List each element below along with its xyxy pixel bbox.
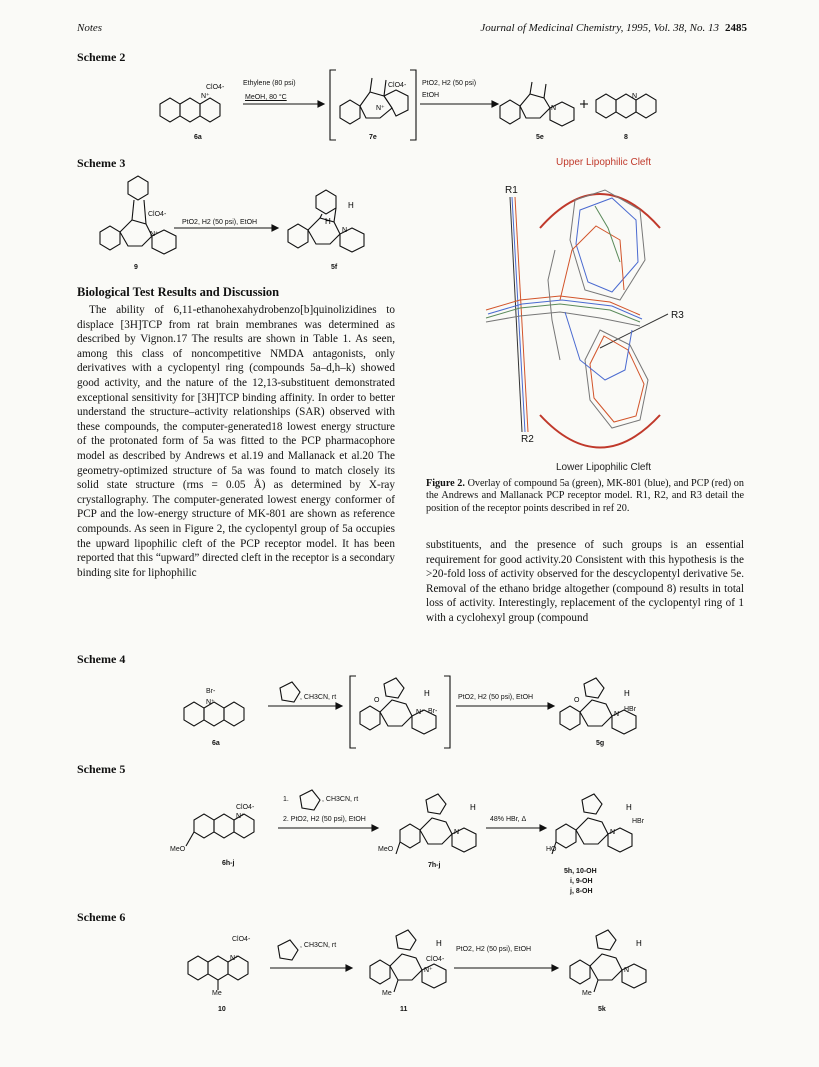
body-paragraph-right: substituents, and the presence of such groups is an essential requirement for good activity.20 Consistent with this hypothesis is the >20-fold loss of activity observed for the descyclopentyl derivative 5e. Removal of the ethano bridge altogether (compound 8) results in total loss of activity. Interestingly, replacement of the cyclopentyl ring of 1 with a cyclohexyl group (compound	[426, 539, 744, 624]
svg-text:N: N	[342, 227, 348, 234]
svg-text:N⁺: N⁺	[416, 709, 425, 716]
scheme-4-salt: HBr	[624, 706, 637, 713]
svg-text:O: O	[374, 697, 380, 704]
svg-text:N⁺: N⁺	[201, 93, 210, 100]
svg-text:H: H	[436, 939, 442, 948]
scheme-4-condition-2: PtO2, H2 (50 psi), EtOH	[458, 694, 534, 701]
scheme-4-counterion-b: Br-	[428, 708, 438, 715]
scheme-5-label: Scheme 5	[77, 762, 126, 776]
svg-text:O: O	[574, 697, 580, 704]
svg-text:H: H	[424, 689, 430, 698]
compound-5e-label: 5e	[536, 134, 544, 141]
figure-2-r2-label: R2	[521, 434, 534, 445]
figure-2-upper-label: Upper Lipophilic Cleft	[556, 157, 652, 168]
svg-text:N: N	[624, 967, 630, 974]
svg-text:H: H	[325, 217, 331, 226]
scheme-6-counterion-b: ClO4-	[426, 956, 445, 963]
svg-text:N⁺: N⁺	[150, 231, 159, 238]
product-5i-label: i, 9-OH	[570, 878, 593, 885]
svg-text:H: H	[626, 803, 632, 812]
compound-7e-label: 7e	[369, 134, 377, 141]
compound-9-label: 9	[134, 264, 138, 271]
scheme-3-condition: PtO2, H2 (50 psi), EtOH	[182, 219, 258, 226]
scheme-6-counterion-a: ClO4-	[232, 936, 251, 943]
svg-text:H: H	[348, 201, 354, 210]
scheme-6-methyl-b: Me	[382, 990, 392, 997]
scheme-6-label: Scheme 6	[77, 910, 126, 924]
scheme-2-counterion-a: ClO4-	[206, 84, 225, 91]
scheme-5-step-1-condition: , CH3CN, rt	[322, 796, 359, 803]
svg-text:N⁺: N⁺	[236, 813, 245, 820]
scheme-3-label: Scheme 3	[77, 156, 126, 170]
svg-text:N: N	[632, 93, 638, 100]
compound-5k-label: 5k	[598, 1006, 606, 1013]
scheme-5-hydroxy: HO	[546, 846, 557, 853]
compound-6a-label: 6a	[194, 134, 202, 141]
compound-10-label: 10	[218, 1006, 226, 1013]
compound-6a-label-scheme4: 6a	[212, 740, 220, 747]
scheme-5-step-1-number: 1.	[283, 796, 289, 803]
svg-text:N: N	[551, 105, 557, 112]
scheme-6-methyl-a: Me	[212, 990, 222, 997]
scheme-4-counterion-a: Br-	[206, 688, 216, 695]
scheme-2-condition-1-top: Ethylene (80 psi)	[243, 80, 296, 87]
svg-text:N: N	[454, 829, 460, 836]
svg-text:N⁺: N⁺	[230, 955, 239, 962]
product-5h-label: 5h, 10-OH	[564, 868, 597, 875]
svg-text:H: H	[636, 939, 642, 948]
compound-6h-j-label: 6h-j	[222, 860, 235, 867]
svg-text:N⁺: N⁺	[376, 105, 385, 112]
product-5j-label: j, 8-OH	[570, 888, 593, 895]
scheme-3-counterion: ClO4-	[148, 211, 167, 218]
figure-2-lower-label: Lower Lipophilic Cleft	[556, 462, 652, 473]
scheme-2-label: Scheme 2	[77, 50, 126, 64]
scheme-2-condition-2-bottom: EtOH	[422, 92, 440, 99]
figure-2-caption-label: Figure 2.	[426, 478, 465, 489]
compound-7h-j-label: 7h-j	[428, 862, 441, 869]
scheme-4-condition-1: , CH3CN, rt	[300, 694, 337, 701]
journal-citation: Journal of Medicinal Chemistry, 1995, Vol. 38, No. 13	[480, 22, 719, 34]
scheme-2-condition-1-bottom: MeOH, 80 °C	[245, 94, 287, 101]
svg-text:N⁺: N⁺	[206, 699, 215, 706]
scheme-5-salt: HBr	[632, 818, 645, 825]
svg-text:H: H	[470, 803, 476, 812]
svg-text:N: N	[610, 829, 616, 836]
svg-text:H: H	[624, 689, 630, 698]
scheme-2-condition-2-top: PtO2, H2 (50 psi)	[422, 80, 477, 87]
running-header-left: Notes	[77, 22, 103, 34]
svg-text:N: N	[614, 711, 620, 718]
scheme-5-condition-3: 48% HBr, Δ	[490, 816, 527, 823]
scheme-6-condition-2: PtO2, H2 (50 psi), EtOH	[456, 946, 532, 953]
scheme-4-label: Scheme 4	[77, 652, 126, 666]
compound-8-label: 8	[624, 134, 628, 141]
svg-text:N⁺: N⁺	[424, 967, 433, 974]
compound-11-label: 11	[400, 1006, 408, 1013]
body-paragraph-left: The ability of 6,11-ethanohexahydrobenzo[b]quinolizidines to displace [3H]TCP from rat brain membranes was determined as described by Vignon.17 The results are shown in Table 1. As seen, among this class of noncompetitive NMDA antagonists, only derivatives with a cyclopentyl ring (compounds 5a–d,h–k) showed good activity, and the nature of the 12,13-substituent demonstrated exceptional sensitivity for [3H]TCP binding affinity. In order to better understand the structure–activity relationships (SAR) observed with these compounds, the computer-generated18 lowest energy structure of the protonated form of 5a was fitted to the PCP pharmacophore model as described by Andrews et al.19 and Mallanack et al.20 The geometry-optimized structure of 5a was found to match closely its solid state structure (rms = 0.05 Å) as determined by X-ray crystallography. The computer-generated lowest energy conformer of PCP and the low-energy structure of MK-801 are shown as reference compounds. As seen in Figure 2, the cyclopentyl group of 5a occupies the upward lipophilic cleft of the PCP receptor model. It has been reported that this “upward” directed cleft in the receptor is a secondary binding site for liphophilic	[77, 304, 395, 579]
scheme-5-methoxy-a: MeO	[170, 846, 186, 853]
scheme-6-methyl-c: Me	[582, 990, 592, 997]
compound-5f-label: 5f	[331, 264, 338, 271]
compound-5g-label: 5g	[596, 740, 605, 747]
figure-2-r3-label: R3	[671, 310, 684, 321]
figure-2-r1-label: R1	[505, 185, 518, 196]
scheme-5-step-2-condition: 2. PtO2, H2 (50 psi), EtOH	[283, 816, 366, 823]
scheme-5-methoxy-b: MeO	[378, 846, 394, 853]
scheme-5-counterion: ClO4-	[236, 804, 255, 811]
section-title: Biological Test Results and Discussion	[77, 285, 280, 299]
page-number: 2485	[725, 22, 747, 34]
scheme-6-condition-1: , CH3CN, rt	[300, 942, 337, 949]
figure-2-caption-text: Overlay of compound 5a (green), MK-801 (blue), and PCP (red) on the Andrews and Mallanack PCP receptor model. R1, R2, and R3 detail the position of the receptor points described in ref 20.	[426, 478, 744, 514]
scheme-2-counterion-b: ClO4-	[388, 82, 407, 89]
